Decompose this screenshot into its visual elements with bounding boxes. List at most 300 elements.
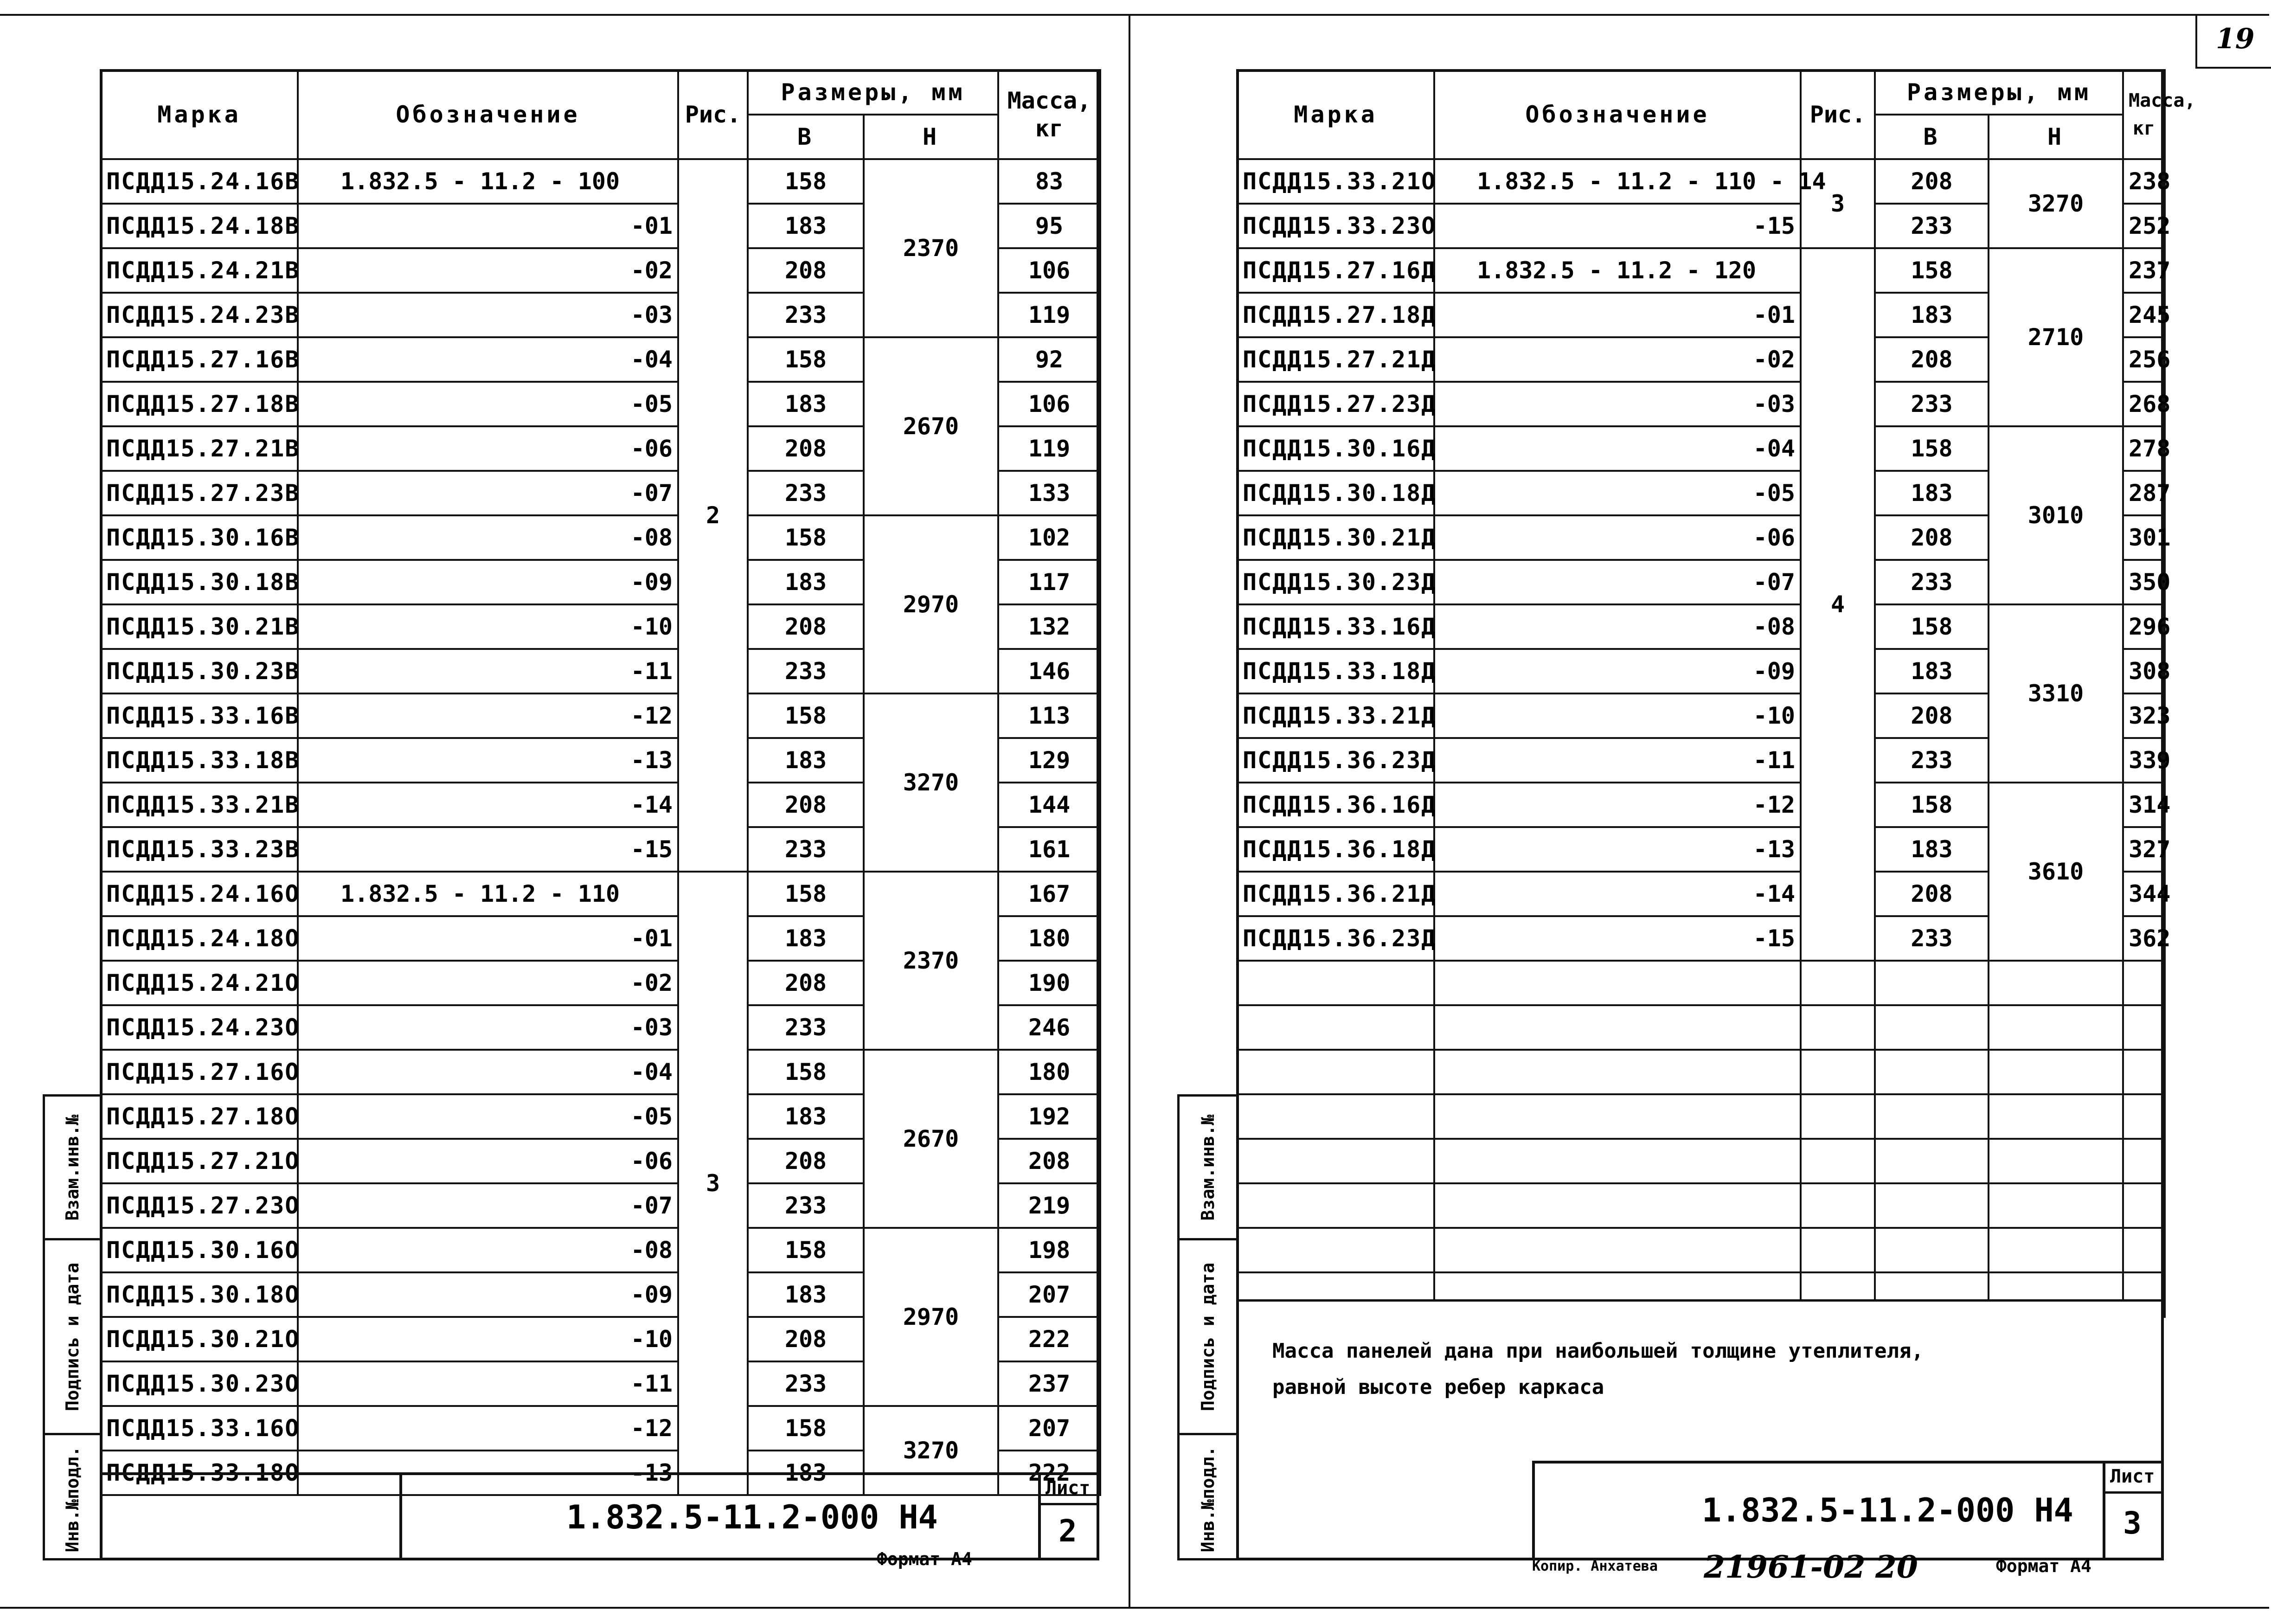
cell-mark: ПСДД15.30.16Д bbox=[1237, 426, 1434, 471]
cell-b: 233 bbox=[1875, 560, 1989, 604]
empty-cell bbox=[1875, 1228, 1989, 1272]
cell-mass: 167 bbox=[998, 872, 1100, 916]
cell-mass: 339 bbox=[2123, 738, 2165, 783]
cell-designation: -13 bbox=[298, 1451, 678, 1495]
cell-b: 233 bbox=[1875, 738, 1989, 783]
cell-b: 158 bbox=[748, 1406, 864, 1451]
empty-cell bbox=[1237, 961, 1434, 1005]
cell-mass: 161 bbox=[998, 827, 1100, 872]
right-side-cell-inv bbox=[1180, 1435, 1236, 1563]
cell-mark: ПСДД15.24.16В bbox=[101, 159, 298, 204]
cell-designation: -02 bbox=[1434, 337, 1801, 382]
cell-fig: 3 bbox=[678, 872, 748, 1495]
cell-mark: ПСДД15.24.23В bbox=[101, 293, 298, 337]
cell-designation: -04 bbox=[298, 337, 678, 382]
cell-mass: 119 bbox=[998, 426, 1100, 471]
right-sheet-number: 3 bbox=[2123, 1505, 2142, 1541]
cell-designation: -06 bbox=[298, 1139, 678, 1183]
cell-designation: -12 bbox=[298, 693, 678, 738]
cell-h: 2710 bbox=[1989, 248, 2123, 426]
right-side-cell-vzam bbox=[1180, 1097, 1236, 1240]
cell-designation: 1.832.5 - 11.2 - 120 bbox=[1434, 248, 1801, 293]
cell-mass: 308 bbox=[2123, 649, 2165, 693]
cell-mark: ПСДД15.33.23О bbox=[1237, 204, 1434, 248]
cell-mark: ПСДД15.36.21Д bbox=[1237, 872, 1434, 916]
cell-h: 2670 bbox=[864, 337, 998, 515]
cell-mark: ПСДД15.30.23В bbox=[101, 649, 298, 693]
left-sheet-label-rule bbox=[1041, 1503, 1097, 1505]
side-cell-podpis bbox=[45, 1240, 100, 1435]
empty-cell bbox=[1434, 1050, 1801, 1094]
cell-b: 158 bbox=[748, 1050, 864, 1094]
cell-mass: 245 bbox=[2123, 293, 2165, 337]
right-side-inv-label: Инв.№подл. bbox=[1198, 1446, 1218, 1552]
cell-mark: ПСДД15.27.21О bbox=[101, 1139, 298, 1183]
cell-b: 183 bbox=[748, 382, 864, 426]
cell-b: 158 bbox=[748, 337, 864, 382]
cell-mass: 117 bbox=[998, 560, 1100, 604]
cell-designation: -06 bbox=[298, 426, 678, 471]
page-number: 19 bbox=[2216, 23, 2255, 55]
right-side-podpis-label: Подпись и дата bbox=[1198, 1262, 1218, 1411]
empty-cell bbox=[1875, 1050, 1989, 1094]
empty-cell bbox=[2123, 1139, 2165, 1183]
cell-b: 208 bbox=[748, 783, 864, 827]
cell-mark: ПСДД15.27.21В bbox=[101, 426, 298, 471]
cell-mark: ПСДД15.27.23Д bbox=[1237, 382, 1434, 426]
table-row bbox=[101, 1050, 1100, 1094]
cell-b: 158 bbox=[1875, 248, 1989, 293]
cell-mark: ПСДД15.33.18В bbox=[101, 738, 298, 783]
cell-mark: ПСДД15.24.18В bbox=[101, 204, 298, 248]
cell-mass: 132 bbox=[998, 604, 1100, 649]
empty-cell bbox=[1434, 1094, 1801, 1139]
left-format-label: Формат А4 bbox=[877, 1549, 972, 1569]
copied-by-label: Копир. Анхатева bbox=[1532, 1558, 1658, 1574]
cell-mark: ПСДД15.30.16В bbox=[101, 515, 298, 560]
cell-mark: ПСДД15.27.16В bbox=[101, 337, 298, 382]
cell-mass: 344 bbox=[2123, 872, 2165, 916]
cell-designation: -14 bbox=[298, 783, 678, 827]
cell-designation: -09 bbox=[1434, 649, 1801, 693]
cell-b: 208 bbox=[1875, 693, 1989, 738]
cell-designation: -08 bbox=[298, 1228, 678, 1272]
cell-designation: -01 bbox=[298, 204, 678, 248]
cell-mark: ПСДД15.27.16О bbox=[101, 1050, 298, 1094]
table-row bbox=[1237, 604, 2165, 649]
cell-mass: 252 bbox=[2123, 204, 2165, 248]
cell-mass: 314 bbox=[2123, 783, 2165, 827]
cell-mass: 238 bbox=[2123, 159, 2165, 204]
cell-designation: -05 bbox=[298, 382, 678, 426]
cell-h: 3010 bbox=[1989, 426, 2123, 604]
empty-cell bbox=[2123, 1183, 2165, 1228]
right-sheet-box bbox=[2103, 1464, 2161, 1558]
left-sheet-label: Лист bbox=[1046, 1477, 1091, 1499]
empty-cell bbox=[1801, 1183, 1875, 1228]
cell-designation: -13 bbox=[298, 738, 678, 783]
archive-number: 21961-02 bbox=[1704, 1549, 1866, 1585]
empty-cell bbox=[1989, 1050, 2123, 1094]
cell-designation: -03 bbox=[298, 293, 678, 337]
table-row bbox=[1237, 248, 2165, 293]
right-sheet-label: Лист bbox=[2110, 1466, 2155, 1487]
cell-mark: ПСДД15.33.16Д bbox=[1237, 604, 1434, 649]
cell-b: 208 bbox=[748, 961, 864, 1005]
cell-b: 158 bbox=[1875, 783, 1989, 827]
cell-mark: ПСДД15.30.18В bbox=[101, 560, 298, 604]
right-title-code: 1.832.5-11.2-000 Н4 bbox=[1702, 1491, 2073, 1529]
cell-designation: -07 bbox=[298, 1183, 678, 1228]
cell-designation: -10 bbox=[1434, 693, 1801, 738]
cell-mass: 296 bbox=[2123, 604, 2165, 649]
empty-cell bbox=[1434, 1228, 1801, 1272]
cell-designation: -14 bbox=[1434, 872, 1801, 916]
cell-mark: ПСДД15.27.21Д bbox=[1237, 337, 1434, 382]
cell-mass: 237 bbox=[2123, 248, 2165, 293]
cell-mass: 83 bbox=[998, 159, 1100, 204]
cell-b: 208 bbox=[1875, 337, 1989, 382]
empty-cell bbox=[1434, 961, 1801, 1005]
cell-designation: -01 bbox=[298, 916, 678, 961]
empty-cell bbox=[1875, 1005, 1989, 1050]
empty-cell bbox=[1801, 1094, 1875, 1139]
cell-mark: ПСДД15.24.21В bbox=[101, 248, 298, 293]
cell-mass: 106 bbox=[998, 382, 1100, 426]
empty-cell bbox=[1237, 1183, 1434, 1228]
cell-b: 183 bbox=[748, 916, 864, 961]
right-header-b: В bbox=[1875, 115, 1989, 159]
cell-designation: -10 bbox=[298, 604, 678, 649]
empty-row bbox=[1237, 1228, 2165, 1272]
cell-designation: -07 bbox=[1434, 560, 1801, 604]
cell-h: 3310 bbox=[1989, 604, 2123, 783]
cell-b: 208 bbox=[748, 426, 864, 471]
cell-b: 233 bbox=[748, 1361, 864, 1406]
empty-cell bbox=[2123, 1050, 2165, 1094]
cell-designation: -08 bbox=[1434, 604, 1801, 649]
cell-designation: -02 bbox=[298, 248, 678, 293]
cell-mass: 146 bbox=[998, 649, 1100, 693]
cell-mark: ПСДД15.30.21В bbox=[101, 604, 298, 649]
cell-b: 208 bbox=[1875, 872, 1989, 916]
cell-mass: 192 bbox=[998, 1094, 1100, 1139]
cell-b: 158 bbox=[748, 515, 864, 560]
left-sheet bbox=[0, 14, 1130, 1609]
cell-designation: 1.832.5 - 11.2 - 110 - 14 bbox=[1434, 159, 1801, 204]
cell-mass: 180 bbox=[998, 916, 1100, 961]
cell-mass: 198 bbox=[998, 1228, 1100, 1272]
cell-mass: 208 bbox=[998, 1139, 1100, 1183]
cell-mass: 106 bbox=[998, 248, 1100, 293]
header-mass bbox=[998, 70, 1100, 159]
cell-h: 2370 bbox=[864, 872, 998, 1050]
cell-b: 183 bbox=[748, 1451, 864, 1495]
side-vzam-label: Взам.инв.№ bbox=[62, 1114, 83, 1220]
cell-designation: -07 bbox=[298, 471, 678, 515]
cell-mass: 133 bbox=[998, 471, 1100, 515]
empty-cell bbox=[1434, 1183, 1801, 1228]
cell-h: 2970 bbox=[864, 1228, 998, 1406]
cell-mass: 207 bbox=[998, 1272, 1100, 1317]
side-inv-label: Инв.№подл. bbox=[62, 1446, 83, 1552]
cell-b: 158 bbox=[748, 872, 864, 916]
cell-b: 183 bbox=[748, 738, 864, 783]
cell-designation: -01 bbox=[1434, 293, 1801, 337]
cell-designation: -13 bbox=[1434, 827, 1801, 872]
right-side-strip bbox=[1177, 1094, 1238, 1560]
cell-mark: ПСДД15.33.18Д bbox=[1237, 649, 1434, 693]
empty-cell bbox=[1875, 1139, 1989, 1183]
right-sheet bbox=[1129, 14, 2269, 1609]
cell-b: 233 bbox=[748, 1183, 864, 1228]
cell-b: 158 bbox=[748, 693, 864, 738]
table-row bbox=[101, 337, 1100, 382]
cell-h: 3270 bbox=[864, 1406, 998, 1495]
cell-mass: 301 bbox=[2123, 515, 2165, 560]
cell-designation: -10 bbox=[298, 1317, 678, 1361]
cell-mark: ПСДД15.33.21В bbox=[101, 783, 298, 827]
cell-h: 2670 bbox=[864, 1050, 998, 1228]
left-title-divider bbox=[399, 1475, 402, 1558]
page-number-box bbox=[2195, 16, 2271, 69]
cell-designation: -05 bbox=[1434, 471, 1801, 515]
cell-h: 2370 bbox=[864, 159, 998, 337]
empty-cell bbox=[1989, 1005, 2123, 1050]
empty-cell bbox=[2123, 1094, 2165, 1139]
table-row bbox=[1237, 426, 2165, 471]
cell-b: 183 bbox=[748, 204, 864, 248]
cell-designation: 1.832.5 - 11.2 - 100 bbox=[298, 159, 678, 204]
cell-mark: ПСДД15.36.18Д bbox=[1237, 827, 1434, 872]
cell-mark: ПСДД15.24.16О bbox=[101, 872, 298, 916]
cell-mass: 287 bbox=[2123, 471, 2165, 515]
cell-b: 158 bbox=[748, 159, 864, 204]
cell-b: 183 bbox=[1875, 293, 1989, 337]
left-sheet-box bbox=[1038, 1475, 1097, 1558]
cell-b: 208 bbox=[1875, 159, 1989, 204]
cell-designation: -15 bbox=[298, 827, 678, 872]
cell-designation: -15 bbox=[1434, 204, 1801, 248]
empty-cell bbox=[2123, 1228, 2165, 1272]
cell-mass: 222 bbox=[998, 1451, 1100, 1495]
cell-h: 3270 bbox=[1989, 159, 2123, 248]
empty-cell bbox=[1434, 1005, 1801, 1050]
cell-designation: 1.832.5 - 11.2 - 110 bbox=[298, 872, 678, 916]
table-row bbox=[101, 1228, 1100, 1272]
cell-mark: ПСДД15.36.16Д bbox=[1237, 783, 1434, 827]
cell-fig: 2 bbox=[678, 159, 748, 872]
cell-b: 183 bbox=[748, 1272, 864, 1317]
cell-designation: -02 bbox=[298, 961, 678, 1005]
cell-mass: 113 bbox=[998, 693, 1100, 738]
left-title-block bbox=[100, 1472, 1099, 1560]
cell-b: 158 bbox=[748, 1228, 864, 1272]
cell-mass: 362 bbox=[2123, 916, 2165, 961]
cell-b: 233 bbox=[748, 471, 864, 515]
empty-cell bbox=[1237, 1094, 1434, 1139]
empty-cell bbox=[1237, 1050, 1434, 1094]
empty-cell bbox=[1801, 1139, 1875, 1183]
cell-b: 183 bbox=[748, 1094, 864, 1139]
header-mass-unit: кг bbox=[1035, 115, 1064, 142]
cell-mark: ПСДД15.33.18О bbox=[101, 1451, 298, 1495]
cell-mark: ПСДД15.24.21О bbox=[101, 961, 298, 1005]
empty-cell bbox=[1875, 1183, 1989, 1228]
right-header-mark: Марка bbox=[1237, 70, 1434, 159]
table-row bbox=[101, 872, 1100, 916]
cell-mass: 237 bbox=[998, 1361, 1100, 1406]
empty-cell bbox=[2123, 1005, 2165, 1050]
left-side-strip bbox=[43, 1094, 102, 1560]
cell-mark: ПСДД15.30.21Д bbox=[1237, 515, 1434, 560]
cell-b: 158 bbox=[1875, 604, 1989, 649]
cell-mark: ПСДД15.27.23О bbox=[101, 1183, 298, 1228]
cell-b: 233 bbox=[1875, 916, 1989, 961]
cell-designation: -09 bbox=[298, 1272, 678, 1317]
right-header-mass-unit: кг bbox=[2132, 118, 2156, 139]
cell-b: 208 bbox=[748, 1317, 864, 1361]
cell-mark: ПСДД15.36.23Д bbox=[1237, 738, 1434, 783]
cell-b: 233 bbox=[748, 827, 864, 872]
cell-designation: -03 bbox=[298, 1005, 678, 1050]
cell-fig: 3 bbox=[1801, 159, 1875, 248]
cell-h: 3610 bbox=[1989, 783, 2123, 961]
right-header-mass bbox=[2123, 70, 2196, 159]
cell-b: 158 bbox=[1875, 426, 1989, 471]
cell-mass: 219 bbox=[998, 1183, 1100, 1228]
cell-mark: ПСДД15.33.16В bbox=[101, 693, 298, 738]
table-row bbox=[101, 693, 1100, 738]
note-line-1: Масса панелей дана при наибольшей толщине утеплителя, bbox=[1272, 1339, 1924, 1363]
archive-page: 20 bbox=[1875, 1549, 1918, 1585]
header-b: В bbox=[748, 115, 864, 159]
header-designation: Обозначение bbox=[298, 70, 678, 159]
cell-mark: ПСДД15.30.23О bbox=[101, 1361, 298, 1406]
cell-mark: ПСДД15.24.18О bbox=[101, 916, 298, 961]
cell-mark: ПСДД15.27.18О bbox=[101, 1094, 298, 1139]
empty-cell bbox=[2123, 961, 2165, 1005]
right-title-block bbox=[1532, 1461, 2164, 1560]
cell-designation: -15 bbox=[1434, 916, 1801, 961]
empty-row bbox=[1237, 1183, 2165, 1228]
right-header-designation: Обозначение bbox=[1434, 70, 1801, 159]
note-line-2: равной высоте ребер каркаса bbox=[1272, 1375, 1604, 1399]
cell-mark: ПСДД15.30.16О bbox=[101, 1228, 298, 1272]
cell-b: 183 bbox=[1875, 471, 1989, 515]
table-row bbox=[101, 515, 1100, 560]
cell-mass: 180 bbox=[998, 1050, 1100, 1094]
side-cell-vzam bbox=[45, 1097, 100, 1240]
cell-b: 183 bbox=[1875, 649, 1989, 693]
cell-mass: 119 bbox=[998, 293, 1100, 337]
empty-row bbox=[1237, 1139, 2165, 1183]
empty-row bbox=[1237, 1005, 2165, 1050]
cell-h: 3270 bbox=[864, 693, 998, 872]
cell-designation: -12 bbox=[1434, 783, 1801, 827]
header-mass-label: Масса, bbox=[1007, 87, 1091, 114]
cell-mark: ПСДД15.30.18О bbox=[101, 1272, 298, 1317]
cell-mass: 256 bbox=[2123, 337, 2165, 382]
empty-cell bbox=[1989, 1228, 2123, 1272]
empty-cell bbox=[1237, 1005, 1434, 1050]
left-spec-table bbox=[100, 69, 1101, 1496]
side-cell-inv bbox=[45, 1435, 100, 1563]
cell-designation: -05 bbox=[298, 1094, 678, 1139]
cell-mass: 129 bbox=[998, 738, 1100, 783]
cell-mass: 327 bbox=[2123, 827, 2165, 872]
cell-mass: 350 bbox=[2123, 560, 2165, 604]
empty-cell bbox=[1989, 961, 2123, 1005]
empty-row bbox=[1237, 1050, 2165, 1094]
cell-designation: -08 bbox=[298, 515, 678, 560]
empty-cell bbox=[1237, 1228, 1434, 1272]
right-header-h: Н bbox=[1989, 115, 2123, 159]
cell-mark: ПСДД15.33.16О bbox=[101, 1406, 298, 1451]
empty-cell bbox=[1434, 1139, 1801, 1183]
cell-mark: ПСДД15.24.23О bbox=[101, 1005, 298, 1050]
left-title-code: 1.832.5-11.2-000 Н4 bbox=[566, 1498, 938, 1536]
empty-cell bbox=[1801, 1228, 1875, 1272]
cell-fig: 4 bbox=[1801, 248, 1875, 961]
cell-mass: 323 bbox=[2123, 693, 2165, 738]
empty-cell bbox=[1989, 1094, 2123, 1139]
header-h: Н bbox=[864, 115, 998, 159]
side-podpis-label: Подпись и дата bbox=[62, 1262, 83, 1411]
header-fig: Рис. bbox=[678, 70, 748, 159]
cell-b: 233 bbox=[748, 1005, 864, 1050]
cell-b: 183 bbox=[1875, 827, 1989, 872]
empty-cell bbox=[1237, 1139, 1434, 1183]
empty-cell bbox=[1875, 961, 1989, 1005]
cell-h: 2970 bbox=[864, 515, 998, 693]
cell-mass: 268 bbox=[2123, 382, 2165, 426]
header-sizes: Размеры, мм bbox=[748, 70, 998, 115]
cell-b: 208 bbox=[748, 1139, 864, 1183]
cell-b: 208 bbox=[748, 604, 864, 649]
right-sheet-label-rule bbox=[2105, 1491, 2161, 1494]
right-spec-table bbox=[1236, 69, 2196, 1318]
cell-designation: -03 bbox=[1434, 382, 1801, 426]
cell-mark: ПСДД15.27.18Д bbox=[1237, 293, 1434, 337]
cell-designation: -12 bbox=[298, 1406, 678, 1451]
cell-mark: ПСДД15.27.16Д bbox=[1237, 248, 1434, 293]
cell-mass: 207 bbox=[998, 1406, 1100, 1451]
cell-b: 233 bbox=[1875, 204, 1989, 248]
left-sheet-number: 2 bbox=[1059, 1513, 1077, 1549]
cell-b: 233 bbox=[748, 649, 864, 693]
cell-designation: -04 bbox=[298, 1050, 678, 1094]
cell-b: 208 bbox=[1875, 515, 1989, 560]
cell-designation: -09 bbox=[298, 560, 678, 604]
right-format-label: Формат А4 bbox=[1996, 1556, 2091, 1576]
cell-mass: 144 bbox=[998, 783, 1100, 827]
cell-mass: 190 bbox=[998, 961, 1100, 1005]
cell-b: 208 bbox=[748, 248, 864, 293]
empty-cell bbox=[1801, 1050, 1875, 1094]
cell-mass: 222 bbox=[998, 1317, 1100, 1361]
right-side-cell-podpis bbox=[1180, 1240, 1236, 1435]
cell-mark: ПСДД15.30.23Д bbox=[1237, 560, 1434, 604]
cell-mass: 278 bbox=[2123, 426, 2165, 471]
empty-cell bbox=[1801, 961, 1875, 1005]
cell-b: 233 bbox=[1875, 382, 1989, 426]
table-row bbox=[101, 1406, 1100, 1451]
cell-b: 233 bbox=[748, 293, 864, 337]
cell-b: 183 bbox=[748, 560, 864, 604]
empty-row bbox=[1237, 1094, 2165, 1139]
empty-cell bbox=[1989, 1183, 2123, 1228]
